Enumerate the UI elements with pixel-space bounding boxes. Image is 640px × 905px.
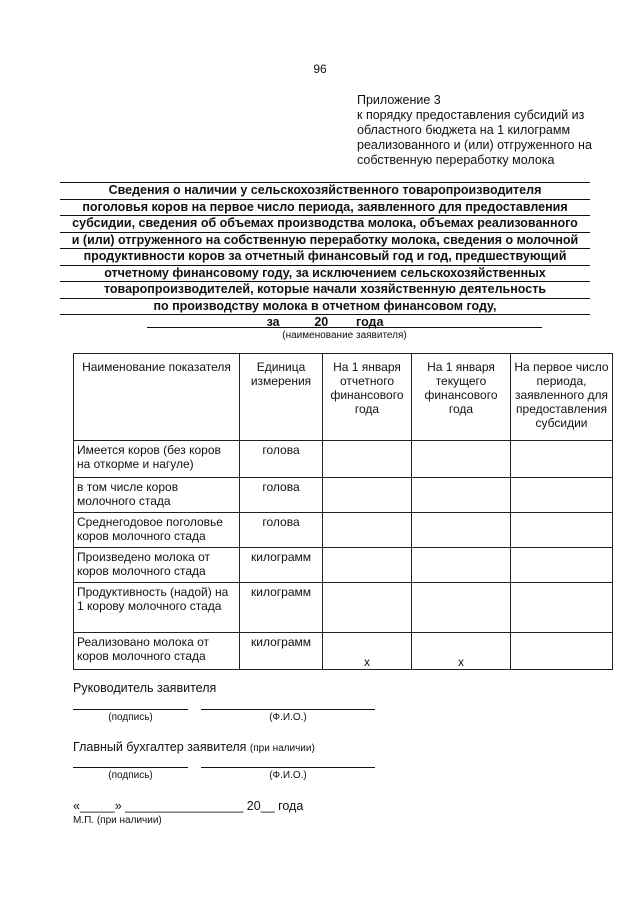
row-indicator: Продуктивность (надой) на 1 корову молочного стада bbox=[74, 583, 240, 633]
date-line: «_____» _________________ 20__ года bbox=[73, 799, 304, 813]
head-signature-caption: (подпись) bbox=[108, 712, 153, 723]
value-cell bbox=[511, 633, 613, 670]
value-cell bbox=[412, 478, 511, 513]
header-reporting-year: На 1 января отчетного финансового года bbox=[323, 354, 412, 441]
header-subsidy-period: На первое число периода, заявленного для предоставления субсидии bbox=[511, 354, 613, 441]
accountant-note: (при наличии) bbox=[249, 743, 315, 754]
title-line: товаропроизводителей, которые начали хозяйственную деятельность bbox=[60, 281, 590, 298]
value-cell bbox=[412, 548, 511, 583]
appendix-title: Приложение 3 bbox=[357, 93, 441, 107]
data-table bbox=[73, 353, 613, 670]
table-row bbox=[74, 583, 613, 633]
value-cell: x bbox=[412, 633, 511, 670]
value-cell bbox=[412, 441, 511, 478]
appendix-block bbox=[357, 93, 627, 168]
value-cell bbox=[323, 548, 412, 583]
head-fio-caption: (Ф.И.О.) bbox=[269, 712, 307, 723]
title-line: поголовья коров на первое число периода, заявленного для предоставления bbox=[60, 199, 590, 216]
value-cell bbox=[511, 513, 613, 548]
row-unit: килограмм bbox=[240, 633, 323, 670]
appendix-line: реализованного и (или) отгруженного на bbox=[357, 138, 592, 152]
accountant-signature-line bbox=[73, 767, 188, 768]
row-indicator: Среднегодовое поголовье коров молочного стада bbox=[74, 513, 240, 548]
value-cell bbox=[323, 478, 412, 513]
applicant-name-caption: (наименование заявителя) bbox=[282, 330, 407, 341]
value-cell bbox=[511, 583, 613, 633]
head-signature-line bbox=[73, 709, 188, 710]
value-cell bbox=[412, 513, 511, 548]
title-line: отчетному финансовому году, за исключением сельскохозяйственных bbox=[60, 265, 590, 282]
accountant-label-text: Главный бухгалтер заявителя bbox=[73, 740, 247, 754]
table-header-row bbox=[74, 354, 613, 441]
value-cell: x bbox=[323, 633, 412, 670]
page-number: 96 bbox=[313, 62, 327, 76]
row-unit: килограмм bbox=[240, 548, 323, 583]
table-row bbox=[74, 548, 613, 583]
header-indicator: Наименование показателя bbox=[74, 354, 240, 441]
row-unit: голова bbox=[240, 441, 323, 478]
row-indicator: в том числе коров молочного стада bbox=[74, 478, 240, 513]
row-indicator: Имеется коров (без коров на откорме и нагуле) bbox=[74, 441, 240, 478]
accountant-fio-line bbox=[201, 767, 375, 768]
document-title bbox=[60, 182, 590, 331]
title-line: субсидии, сведения об объемах производства молока, объемах реализованного bbox=[60, 215, 590, 232]
value-cell bbox=[511, 441, 613, 478]
accountant-fio-caption: (Ф.И.О.) bbox=[269, 770, 307, 781]
accountant-signature-caption: (подпись) bbox=[108, 770, 153, 781]
title-line: и (или) отгруженного на собственную переработку молока, сведения о молочной bbox=[60, 232, 590, 249]
table-row bbox=[74, 478, 613, 513]
header-unit: Единица измерения bbox=[240, 354, 323, 441]
head-fio-line bbox=[201, 709, 375, 710]
row-unit: килограмм bbox=[240, 583, 323, 633]
stamp-note: М.П. (при наличии) bbox=[73, 815, 162, 826]
value-cell bbox=[511, 478, 613, 513]
accountant-signature-label bbox=[73, 740, 315, 754]
applicant-name-line bbox=[147, 327, 542, 328]
table-row bbox=[74, 633, 613, 670]
row-unit: голова bbox=[240, 478, 323, 513]
row-indicator: Произведено молока от коров молочного стада bbox=[74, 548, 240, 583]
row-indicator: Реализовано молока от коров молочного стада bbox=[74, 633, 240, 670]
appendix-line: областного бюджета на 1 килограмм bbox=[357, 123, 571, 137]
title-line: продуктивности коров за отчетный финансовый год и год, предшествующий bbox=[60, 248, 590, 265]
appendix-line: собственную переработку молока bbox=[357, 153, 555, 167]
title-line: по производству молока в отчетном финансовом году, bbox=[60, 298, 590, 315]
header-current-year: На 1 января текущего финансового года bbox=[412, 354, 511, 441]
appendix-line: к порядку предоставления субсидий из bbox=[357, 108, 585, 122]
title-line: Сведения о наличии у сельскохозяйственного товаропроизводителя bbox=[60, 182, 590, 199]
value-cell bbox=[412, 583, 511, 633]
value-cell bbox=[323, 583, 412, 633]
value-cell bbox=[511, 548, 613, 583]
table-row bbox=[74, 441, 613, 478]
value-cell bbox=[323, 441, 412, 478]
title-period-line: за ____ 20 ___ года bbox=[60, 314, 590, 331]
value-cell bbox=[323, 513, 412, 548]
table-row bbox=[74, 513, 613, 548]
row-unit: голова bbox=[240, 513, 323, 548]
head-signature-label: Руководитель заявителя bbox=[73, 681, 217, 695]
